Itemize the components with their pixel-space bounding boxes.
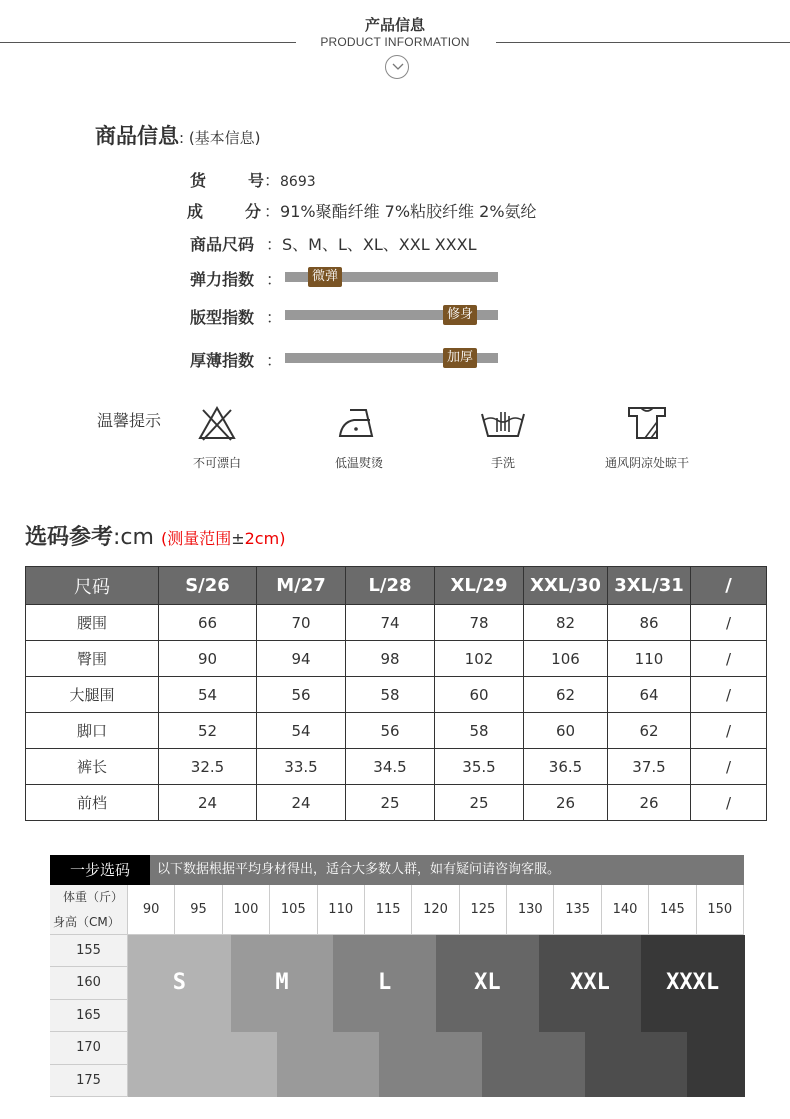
size-value-cell: 78	[435, 605, 524, 641]
fit-label: 版型指数	[190, 308, 255, 327]
size-col-header: XXL/30	[524, 567, 608, 605]
size-value-cell: 36.5	[524, 749, 608, 785]
size-title-pm: ±	[231, 529, 245, 548]
size-col-header: /	[691, 567, 767, 605]
composition-label-char: 成	[187, 202, 204, 221]
size-value-cell: 54	[257, 713, 346, 749]
section-subtitle: PRODUCT INFORMATION	[320, 35, 470, 49]
size-value-cell: 24	[257, 785, 346, 821]
size-value-cell: /	[691, 713, 767, 749]
measure-name-cell: 大腿围	[26, 677, 159, 713]
size-col-header: M/27	[257, 567, 346, 605]
size-title-tolerance: 2cm)	[244, 529, 286, 548]
measure-name-cell: 臀围	[26, 641, 159, 677]
size-value-cell: 32.5	[159, 749, 257, 785]
composition-row	[187, 199, 537, 222]
care-low-iron	[299, 402, 419, 471]
basic-info-heading: 商品信息	[95, 124, 179, 148]
care-no-bleach	[157, 402, 277, 471]
size-table-row	[26, 785, 767, 821]
size-band-label: S	[172, 969, 186, 995]
section-title: 产品信息	[364, 16, 425, 34]
weight-cell: 110	[318, 885, 365, 935]
care-label: 手洗	[490, 456, 515, 470]
size-title-text: 选码参考	[25, 525, 114, 550]
separator: ：	[266, 270, 283, 289]
sizes-row	[190, 232, 477, 255]
care-label: 不可漂白	[192, 456, 241, 470]
thickness-label: 厚薄指数	[190, 351, 255, 370]
care-label: 通风阴凉处晾干	[604, 456, 689, 470]
size-value-cell: 110	[608, 641, 691, 677]
size-value-cell: 106	[524, 641, 608, 677]
weight-cell: 130	[507, 885, 554, 935]
size-value-cell: 35.5	[435, 749, 524, 785]
care-title: 温馨提示	[97, 411, 162, 430]
size-value-cell: /	[691, 605, 767, 641]
size-table-row	[26, 749, 767, 785]
art-number-label-char: 货	[190, 171, 207, 190]
size-value-cell: 26	[524, 785, 608, 821]
weight-cell: 105	[270, 885, 317, 935]
separator: ：	[266, 351, 283, 370]
size-title-note: (测量范围	[160, 529, 232, 548]
separator: ：	[266, 235, 283, 254]
size-table-header	[26, 567, 767, 605]
size-value-cell: 102	[435, 641, 524, 677]
size-value-cell: 62	[608, 713, 691, 749]
size-value-cell: 64	[608, 677, 691, 713]
size-col-header: 尺码	[26, 567, 159, 605]
size-table-row	[26, 641, 767, 677]
weight-cell: 140	[602, 885, 649, 935]
measure-name-cell: 前档	[26, 785, 159, 821]
size-value-cell: 60	[524, 713, 608, 749]
size-value-cell: 52	[159, 713, 257, 749]
size-value-cell: 90	[159, 641, 257, 677]
care-label: 低温熨烫	[334, 456, 383, 470]
size-value-cell: 60	[435, 677, 524, 713]
separator: ：	[264, 171, 281, 190]
size-value-cell: 24	[159, 785, 257, 821]
size-band-label: L	[378, 969, 392, 995]
size-band-label: XXXL	[666, 969, 720, 995]
basic-info-suffix: : (基本信息)	[179, 129, 261, 147]
separator: ：	[264, 202, 281, 221]
chevron-down-icon	[385, 55, 409, 79]
size-table	[25, 566, 767, 821]
size-value-cell: 33.5	[257, 749, 346, 785]
measure-name-cell: 腰围	[26, 605, 159, 641]
size-table-title	[25, 520, 285, 551]
art-number-value: 8693	[280, 174, 316, 190]
size-band-lower	[128, 1032, 278, 1097]
art-number-label-char: 号	[247, 171, 264, 190]
stretch-row	[190, 267, 282, 290]
stretch-meter	[285, 269, 498, 284]
size-value-cell: 34.5	[346, 749, 435, 785]
size-value-cell: /	[691, 749, 767, 785]
size-value-cell: 58	[346, 677, 435, 713]
weight-cell: 150	[697, 885, 744, 935]
thickness-row	[190, 348, 282, 371]
care-shade-dry	[587, 402, 707, 471]
thickness-meter	[285, 350, 498, 365]
size-value-cell: 56	[257, 677, 346, 713]
size-value-cell: 86	[608, 605, 691, 641]
size-value-cell: 70	[257, 605, 346, 641]
thickness-tag: 加厚	[443, 348, 477, 368]
art-number-row	[190, 168, 316, 191]
stretch-label: 弹力指数	[190, 270, 255, 289]
shade-dry-icon	[625, 402, 669, 442]
weight-cell: 115	[365, 885, 412, 935]
size-value-cell: 26	[608, 785, 691, 821]
fit-chart-tag: 一步选码	[50, 855, 150, 885]
weight-cell: 125	[460, 885, 507, 935]
low-iron-icon	[336, 402, 382, 442]
size-value-cell: /	[691, 785, 767, 821]
size-value-cell: 94	[257, 641, 346, 677]
weight-cell: 135	[554, 885, 601, 935]
size-band-lower	[379, 1032, 483, 1097]
size-band-label: XXL	[570, 969, 610, 995]
size-value-cell: 98	[346, 641, 435, 677]
height-cell: 155	[50, 935, 128, 967]
size-table-row	[26, 677, 767, 713]
fit-row	[190, 305, 282, 328]
size-value-cell: /	[691, 641, 767, 677]
size-value-cell: 56	[346, 713, 435, 749]
weight-axis-label: 体重（斤）	[62, 890, 123, 904]
size-col-header: 3XL/31	[608, 567, 691, 605]
size-value-cell: 25	[346, 785, 435, 821]
size-value-cell: 74	[346, 605, 435, 641]
size-table-row	[26, 605, 767, 641]
size-value-cell: 54	[159, 677, 257, 713]
size-band-lower	[687, 1032, 745, 1097]
height-cell: 175	[50, 1065, 128, 1097]
fit-meter	[285, 307, 498, 322]
height-axis-label: 身高（CM）	[53, 915, 120, 929]
size-col-header: XL/29	[435, 567, 524, 605]
weight-cell: 95	[175, 885, 222, 935]
size-col-header: L/28	[346, 567, 435, 605]
height-cell: 165	[50, 1000, 128, 1032]
measure-name-cell: 脚口	[26, 713, 159, 749]
size-band-lower	[585, 1032, 689, 1097]
fit-chart-corner	[50, 885, 128, 935]
size-value-cell: 62	[524, 677, 608, 713]
size-title-unit: :cm	[113, 525, 154, 550]
size-value-cell: 58	[435, 713, 524, 749]
size-band-lower	[277, 1032, 381, 1097]
weight-cell: 145	[649, 885, 696, 935]
weight-cell: 120	[412, 885, 459, 935]
weight-cell: 100	[223, 885, 270, 935]
size-value-cell: 25	[435, 785, 524, 821]
weight-cell: 90	[128, 885, 175, 935]
size-band-label: XL	[474, 969, 501, 995]
sizes-value: S、M、L、XL、XXL XXXL	[282, 235, 477, 254]
composition-label-char: 分	[244, 202, 261, 221]
size-value-cell: 66	[159, 605, 257, 641]
size-table-row	[26, 713, 767, 749]
fit-chart	[50, 855, 744, 1097]
hand-wash-icon	[479, 402, 527, 442]
size-band-lower	[482, 1032, 586, 1097]
size-value-cell: 82	[524, 605, 608, 641]
height-cell: 160	[50, 967, 128, 999]
size-value-cell: /	[691, 677, 767, 713]
fit-tag: 修身	[443, 305, 477, 325]
separator: ：	[266, 308, 283, 327]
no-bleach-icon	[197, 402, 237, 442]
care-hand-wash	[443, 402, 563, 471]
sizes-label: 商品尺码	[190, 235, 255, 254]
size-col-header: S/26	[159, 567, 257, 605]
measure-name-cell: 裤长	[26, 749, 159, 785]
fit-chart-note: 以下数据根据平均身材得出，适合大多数人群，如有疑问请咨询客服。	[157, 862, 561, 877]
height-cell: 170	[50, 1032, 128, 1064]
size-band-label: M	[275, 969, 289, 995]
stretch-tag: 微弹	[308, 267, 342, 287]
composition-value: 91%聚酯纤维 7%粘胶纤维 2%氨纶	[280, 202, 537, 221]
size-value-cell: 37.5	[608, 749, 691, 785]
basic-info-title	[95, 120, 261, 150]
